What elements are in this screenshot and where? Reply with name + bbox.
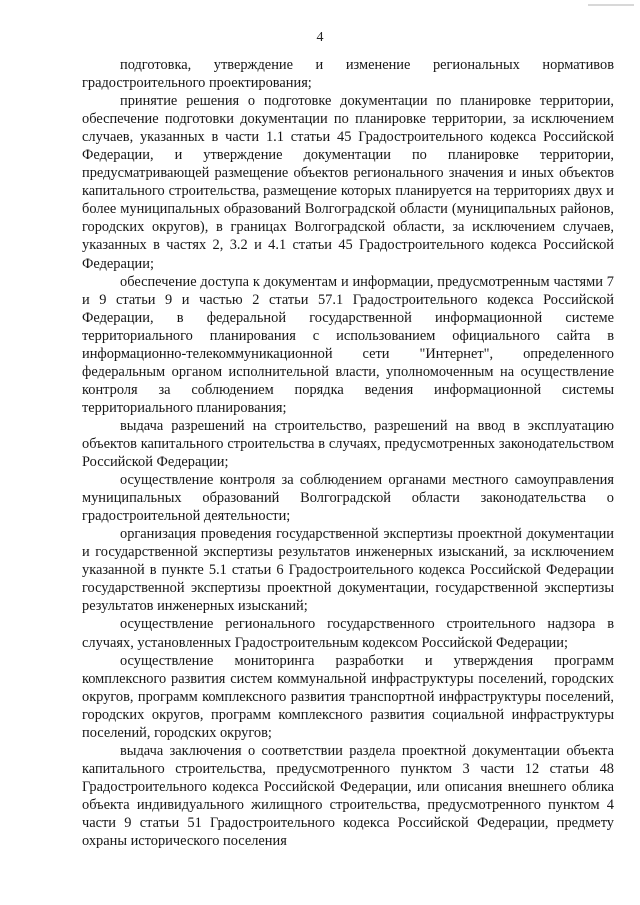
paragraph-program-monitoring: осуществление мониторинга разработки и утверждения программ комплексного развития систем коммунальной инфраструктуры поселений, городских округов, программ комплексного развития транспортной инфраструктуры поселений, городских округов, программ комплексного развития социальной инфраструктуры поселений, городских округов; <box>82 652 614 741</box>
paragraph-control-compliance: осуществление контроля за соблюдением органами местного самоуправления муниципальных образований Волгоградской области законодательства о градостроительной деятельности; <box>82 472 614 525</box>
paragraph-conformity-conclusion: выдача заключения о соответствии раздела проектной документации объекта капитального строительства, предусмотренного пунктом 3 части 12 статьи 48 Градостроительного кодекса Российской Федерации, или описания внешнего облика объекта индивидуального жилищного строительства, предусмотренного пунктом 4 части 9 статьи 51 Градостроительного кодекса Российской Федерации, предмету охраны исторического поселения <box>82 742 614 850</box>
scan-edge-mark <box>588 4 634 6</box>
paragraph-regional-standards: подготовка, утверждение и изменение региональных нормативов градостроительного проектирования; <box>82 57 614 92</box>
paragraph-document-access: обеспечение доступа к документам и информации, предусмотренным частями 7 и 9 статьи 9 и частью 2 статьи 57.1 Градостроительного кодекса Российской Федерации, в федеральной государственной информационной системе территориального планирования с использованием официального сайта в информационно-телекоммуникационной сети "Интернет", определенного федеральным органом исполнительной власти, уполномоченным на осуществление контроля за соблюдением порядка ведения информационной системы территориального планирования; <box>82 273 614 416</box>
paragraph-construction-supervision: осуществление регионального государственного строительного надзора в случаях, установленных Градостроительным кодексом Российской Федерации; <box>82 616 614 651</box>
paragraph-construction-permits: выдача разрешений на строительство, разрешений на ввод в эксплуатацию объектов капитального строительства в случаях, предусмотренных законодательством Российской Федерации; <box>82 417 614 471</box>
page-number: 4 <box>316 30 324 45</box>
paragraph-territory-planning: принятие решения о подготовке документации по планировке территории, обеспечение подготовки документации по планировке территории, за исключением случаев, указанных в части 1.1 статьи 45 Градостроительного кодекса Российской Федерации, и утверждение документации по планировке территории, предусматривающей размещение объектов регионального значения и иных объектов капитального строительства, размещение которых планируется на территориях двух и более муниципальных образований Волгоградской области (муниципальных районов, городских округов), в границах Волгоградской области, за исключением случаев, указанных в частях 2, 3.2 и 4.1 статьи 45 Градостроительного кодекса Российской Федерации; <box>82 93 614 272</box>
document-body <box>82 56 614 850</box>
paragraph-state-expertise: организация проведения государственной экспертизы проектной документации и государственной экспертизы результатов инженерных изысканий, за исключением указанной в пункте 5.1 статьи 6 Градостроительного кодекса Российской Федерации государственной экспертизы проектной документации, государственной экспертизы результатов инженерных изысканий; <box>82 526 614 615</box>
